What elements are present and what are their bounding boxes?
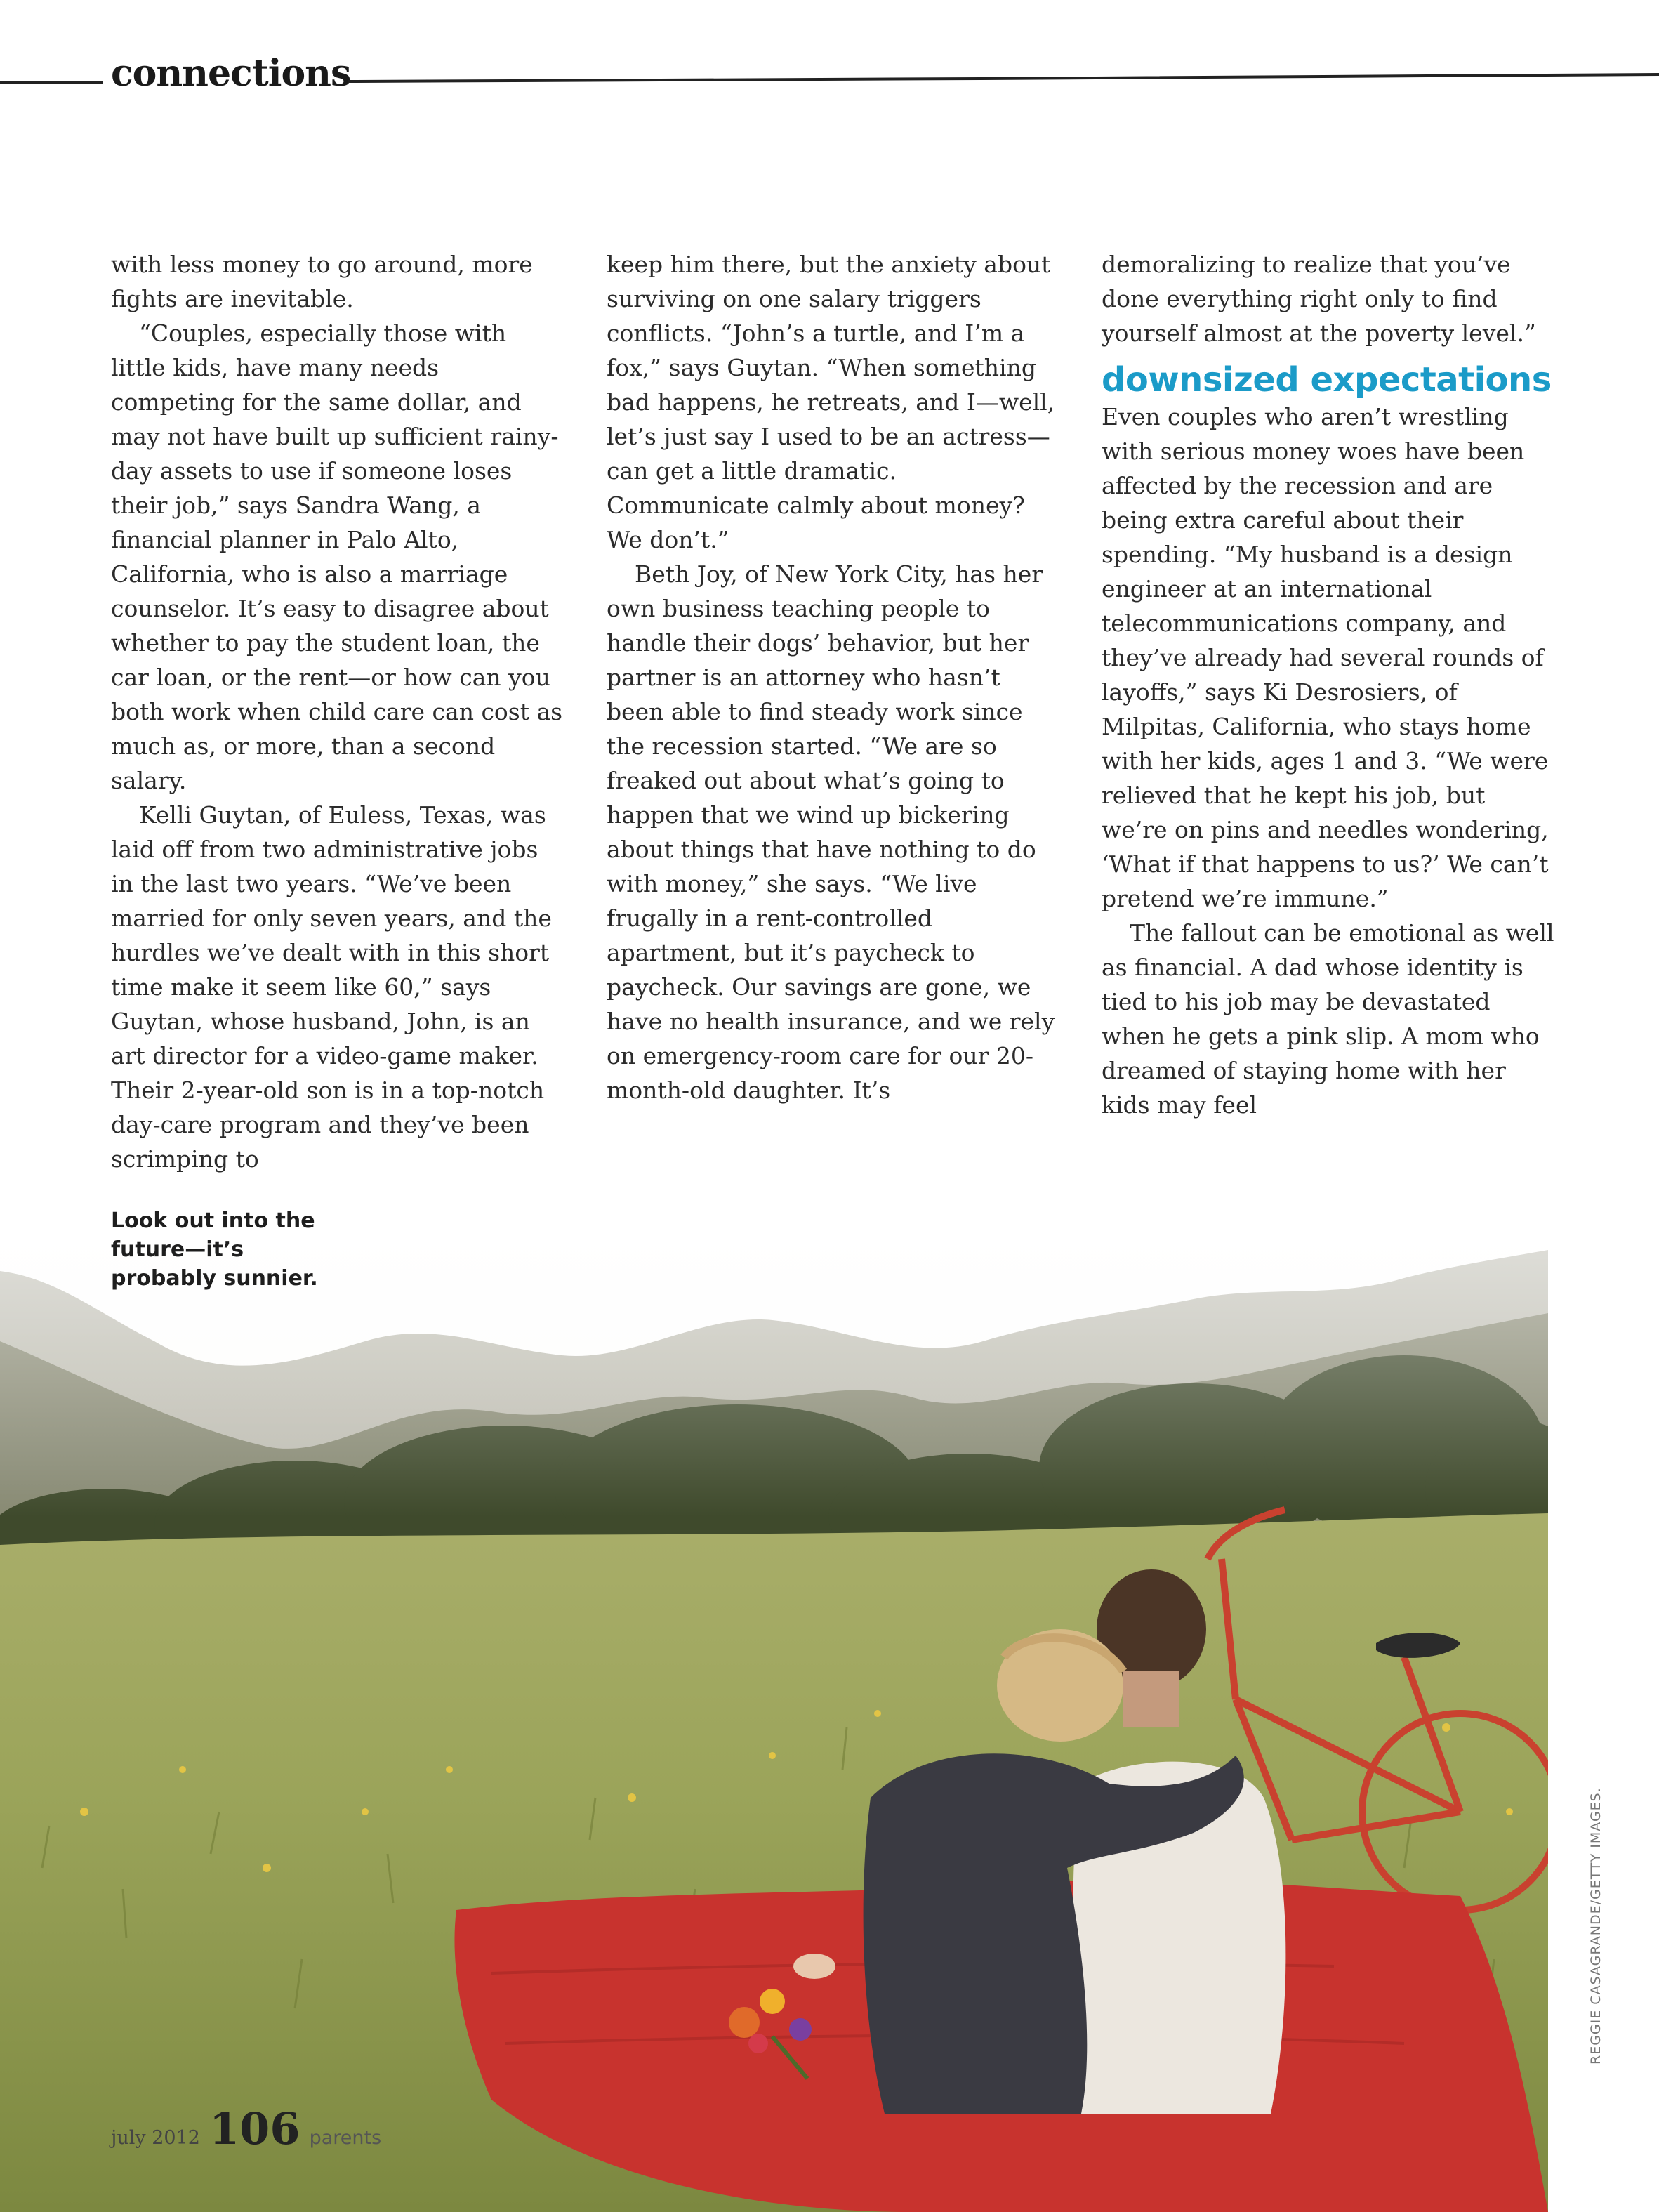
section-title: connections [111,52,351,95]
body-paragraph: Beth Joy, of New York City, has her own business teaching people to handle their dogs’ behavior, but her partner is an attorney who hasn’t been able to find steady work since the recession started. “We are so freaked out about what’s going to happen that we wind up bickering about things that have nothing to do with money,” she says. “We live frugally in a rent-controlled apartment, but it’s paycheck to paycheck. Our savings are gone, we have no health insurance, and we rely on emergency-room care for our 20-month-old daughter. It’s [607,560,1055,1104]
body-paragraph: keep him there, but the anxiety about surviving on one salary triggers conflicts. “John’s a turtle, and I’m a fox,” says Guytan. “When something bad happens, he retreats, and I—well, let’s just say I used to be an actress—can get a little dramatic. Communicate calmly about money? We don’t.” [607,251,1055,553]
photo-illustration [0,1236,1548,2212]
article-column-2 [607,247,1063,1107]
section-header [0,52,1659,115]
header-rule-right [348,73,1659,87]
article-column-3 [1102,247,1558,1122]
page-number: 106 [209,2103,300,2154]
article-column-1 [111,247,567,1176]
header-rule-left [0,81,103,84]
body-paragraph: Even couples who aren’t wrestling with serious money woes have been affected by the recession and are being extra careful about their spending. “My husband is a design engineer at an international telecommunications company, and they’ve already had several rounds of layoffs,” says Ki Desrosiers, of Milpitas, California, who stays home with her kids, ages 1 and 3. “We were relieved that he kept his job, but we’re on pins and needles wondering, ‘What if that happens to us?’ We can’t pretend we’re immune.” [1102,403,1549,912]
body-paragraph: Kelli Guytan, of Euless, Texas, was laid off from two administrative jobs in the last two years. “We’ve been married for only seven years, and the hurdles we’ve dealt with in this short time make it seem like 60,” says Guytan, whose husband, John, is an art director for a video-game maker. Their 2-year-old son is in a top-notch day-care program and they’ve been scrimping to [111,801,552,1173]
magazine-name: parents [309,2127,382,2149]
page-folio [111,2103,381,2152]
body-paragraph: “Couples, especially those with little kids, have many needs competing for the same dollar, and may not have built up sufficient rainy-day assets to use if someone loses their job,” says Sandra Wang, a financial planner in Palo Alto, California, who is also a marriage counselor. It’s easy to disagree about whether to pay the student loan, the car loan, or the rent—or how can you both work when child care can cost as much as, or more, than a second salary. [111,320,563,794]
body-paragraph: The fallout can be emotional as well as financial. A dad whose identity is tied to his job may be devastated when he gets a pink slip. A mom who dreamed of staying home with her kids may feel [1102,919,1554,1119]
photo-credit [1582,1787,1611,2065]
section-subhead: downsized expectations [1102,360,1552,400]
photo-credit-text: REGGIE CASAGRANDE/GETTY IMAGES. [1588,1787,1604,2065]
couple-picnic-photo [0,1236,1548,2212]
photo-caption: Look out into the future—it’s probably sunnier. [111,1209,318,1291]
issue-date: july 2012 [111,2127,200,2149]
body-paragraph: demoralizing to realize that you’ve done everything right only to find yourself almost at the poverty level.” [1102,251,1536,347]
body-paragraph: with less money to go around, more fights are inevitable. [111,251,533,312]
